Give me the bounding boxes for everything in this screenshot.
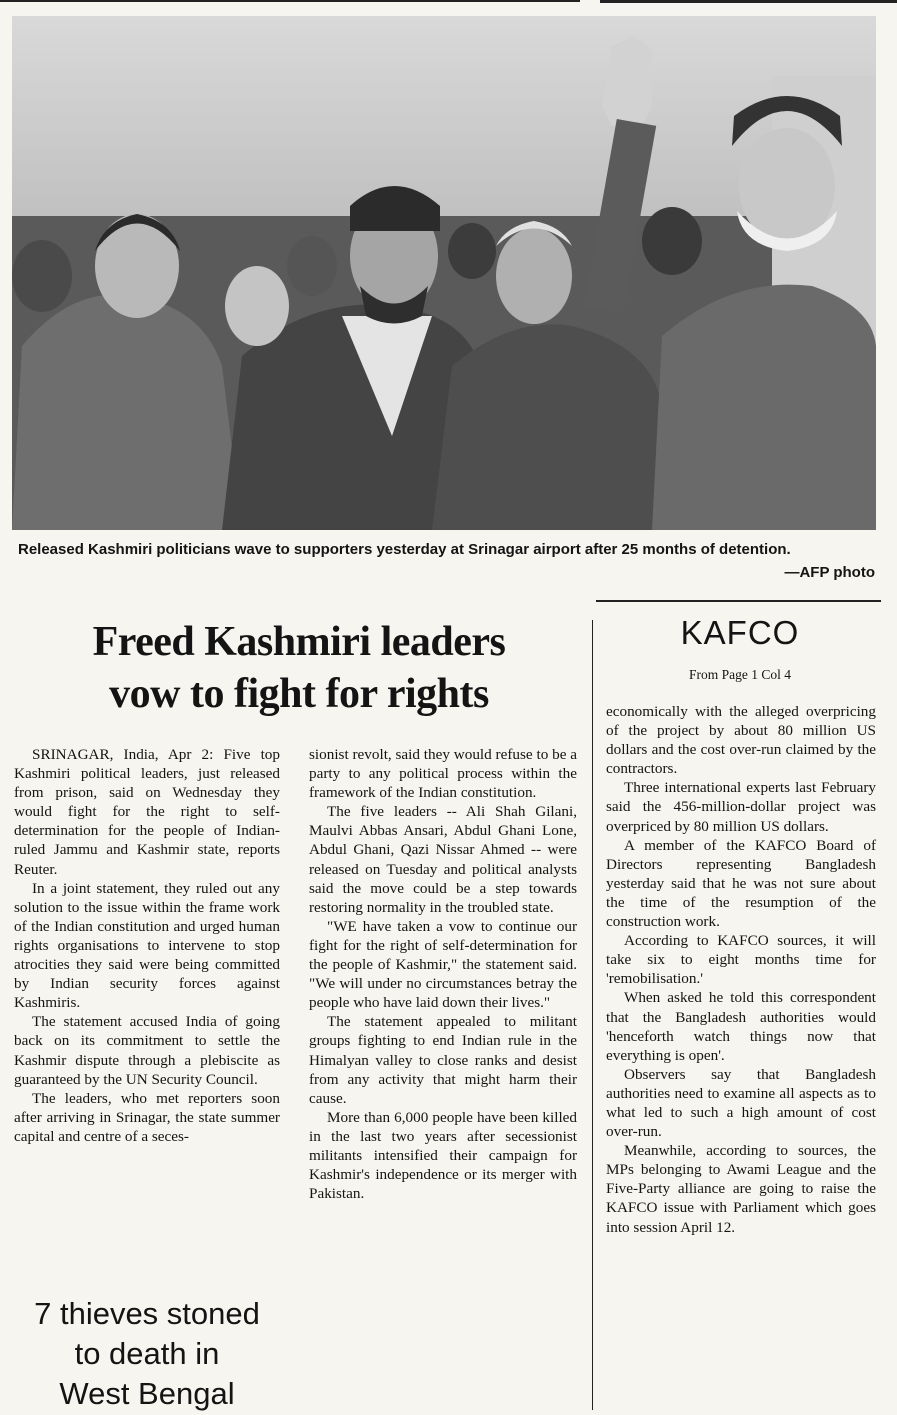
paragraph: Observers say that Bangladesh authorities need to examine all aspects as to what led to such a high amount of cost over-run. bbox=[606, 1065, 876, 1141]
column-rule-vertical bbox=[592, 620, 593, 1410]
top-rules bbox=[0, 0, 897, 4]
paragraph: Meanwhile, according to sources, the MPs belonging to Awami League and the Five-Party alliance are going to raise the KAFCO issue with Parliament which goes into session April 12. bbox=[606, 1142, 876, 1236]
second-headline bbox=[14, 1294, 280, 1414]
paragraph: When asked he told this correspondent that the Bangladesh authorities would 'henceforth watch things now that everything is open'. bbox=[606, 989, 876, 1064]
second-headline-line1: 7 thieves stoned bbox=[34, 1296, 260, 1331]
main-story-column-1 bbox=[14, 745, 280, 1146]
main-headline-line1: Freed Kashmiri leaders bbox=[92, 619, 506, 665]
second-headline-line2: to death in bbox=[74, 1336, 220, 1371]
paragraph: According to KAFCO sources, it will take six to eight months time for 'remobilisation.' bbox=[606, 932, 876, 988]
paragraph: More than 6,000 people have been killed in the last two years after secessionist militants intensified their campaign for Kashmir's independence or its merger with Pakistan. bbox=[309, 1108, 577, 1203]
paragraph: SRINAGAR, India, Apr 2: Five top Kashmiri political leaders, just released from prison, said on Wednesday they would fight for the right to self-determination for the people of Indian-ruled Jammu and Kashmir state, reports Reuter. bbox=[14, 746, 280, 878]
paragraph: In a joint statement, they ruled out any solution to the issue within the frame work of the Indian constitution and urged human rights organisations to intervene to stop atrocities they said were being committed by Indian security forces against Kashmiris. bbox=[14, 879, 280, 1012]
paragraph: The leaders, who met reporters soon after arriving in Srinagar, the state summer capital and centre of a seces- bbox=[14, 1089, 280, 1145]
kafco-column bbox=[606, 702, 876, 1237]
paragraph: The statement appealed to militant groups fighting to end Indian rule in the Himalyan valley to close ranks and desist from any activity that might harm their cause. bbox=[309, 1013, 577, 1107]
paragraph: economically with the alleged overpricing of the project by about 80 million US dollars and the cost over-run claimed by the contractors. bbox=[606, 703, 876, 778]
kafco-jump-line: From Page 1 Col 4 bbox=[688, 667, 791, 682]
photo-credit: —AFP photo bbox=[784, 564, 875, 581]
column-rule-top-right bbox=[596, 600, 881, 602]
second-headline-line3: West Bengal bbox=[59, 1376, 235, 1411]
paragraph: "WE have taken a vow to continue our fight for the right of self-determination for the people of Kashmir," the statement said. "We will under no circumstances betray the people who have laid down their lives." bbox=[309, 917, 577, 1012]
paragraph: The statement accused India of going back on its commitment to settle the Kashmir dispute through a plebiscite as guaranteed by the UN Security Council. bbox=[14, 1013, 280, 1088]
paragraph: Three international experts last February said the 456-million-dollar project was overpriced by 80 million US dollars. bbox=[606, 779, 876, 835]
paragraph: The five leaders -- Ali Shah Gilani, Maulvi Abbas Ansari, Abdul Ghani Lone, Abdul Ghani, Qazi Nissar Ahmed -- were released on Tuesday and political analysts said the move could be a step towards restoring normality in the troubled state. bbox=[309, 803, 577, 916]
news-photo bbox=[12, 16, 876, 530]
main-story-column-2 bbox=[309, 745, 577, 1203]
main-headline bbox=[14, 616, 584, 720]
photo-caption: Released Kashmiri politicians wave to supporters yesterday at Srinagar airport after 25 months of detention. bbox=[18, 541, 791, 558]
main-headline-line2: vow to fight for rights bbox=[109, 671, 489, 717]
paragraph: sionist revolt, said they would refuse to be a party to any political process within the framework of the Indian constitution. bbox=[309, 746, 577, 802]
paragraph: A member of the KAFCO Board of Directors representing Bangladesh yesterday said that he was not sure about the time of the resumption of the construction work. bbox=[606, 836, 876, 931]
kafco-headline: KAFCO bbox=[680, 614, 800, 651]
